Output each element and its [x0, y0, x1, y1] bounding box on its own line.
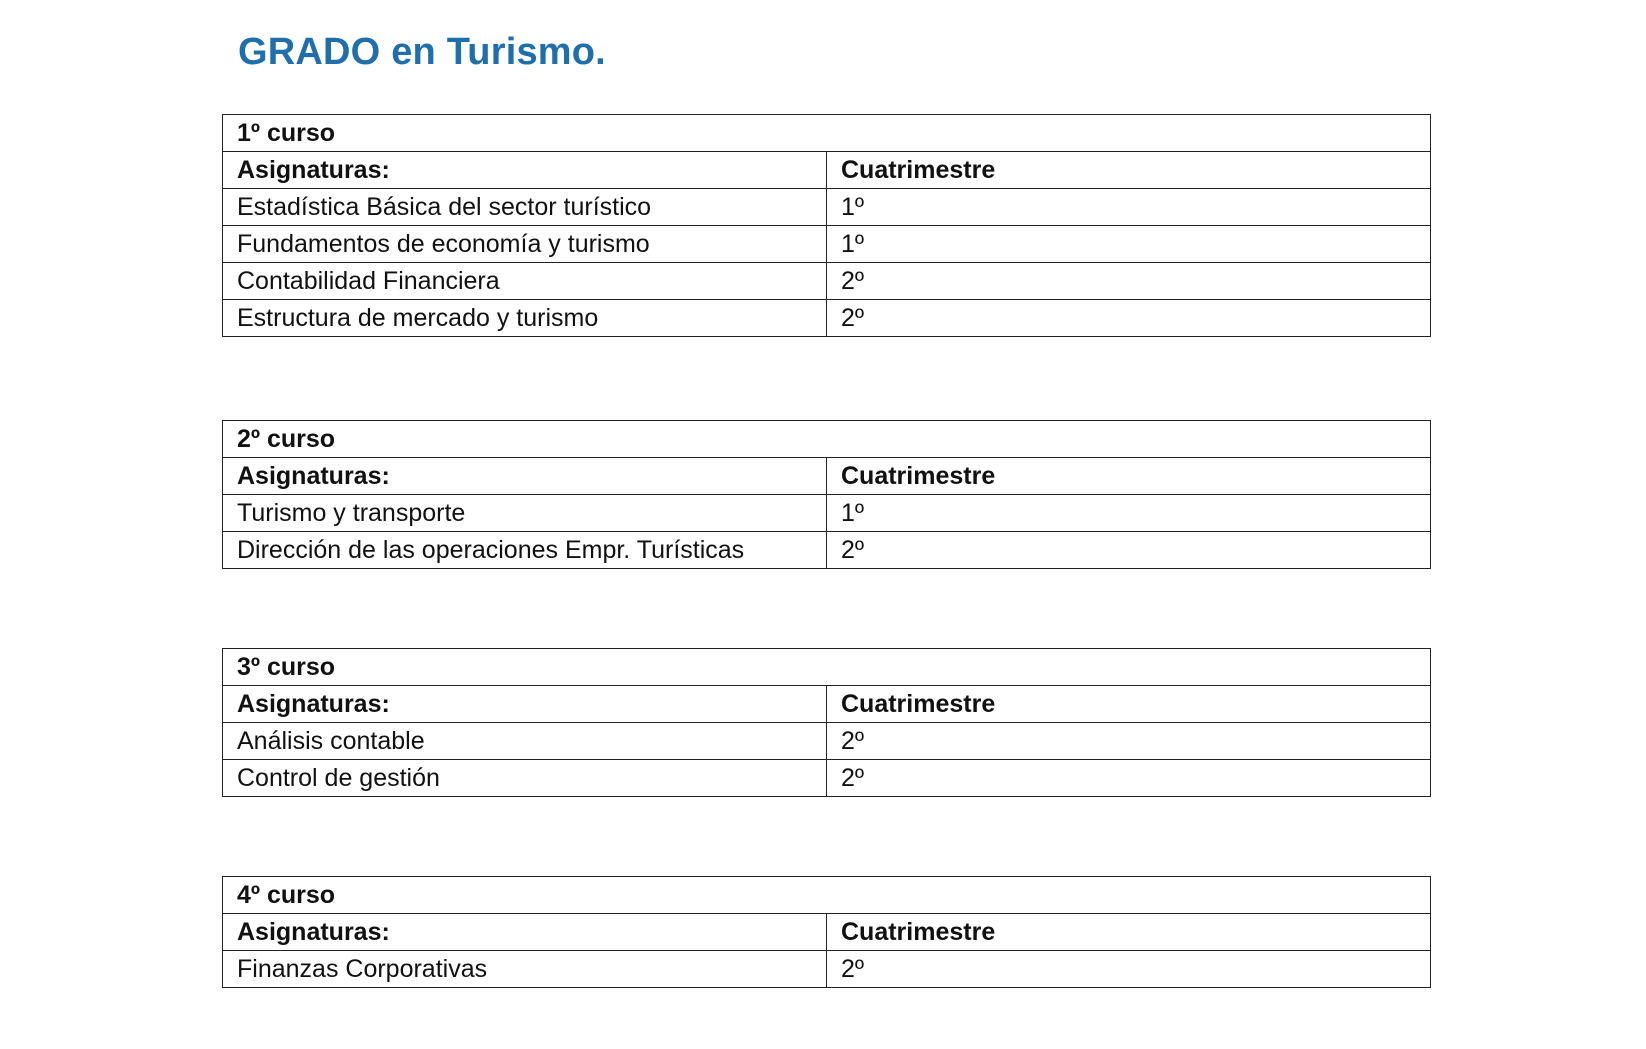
course-title: 1º curso — [223, 115, 1431, 152]
term-cell: 2º — [827, 723, 1431, 760]
table-row — [223, 760, 1431, 797]
subject-cell: Control de gestión — [223, 760, 827, 797]
course-header-row — [223, 877, 1431, 914]
term-column-header: Cuatrimestre — [827, 686, 1431, 723]
subject-cell: Turismo y transporte — [223, 495, 827, 532]
course-table-1 — [222, 114, 1431, 337]
course-header-row — [223, 421, 1431, 458]
subject-column-header: Asignaturas: — [223, 914, 827, 951]
term-cell: 2º — [827, 263, 1431, 300]
term-cell: 2º — [827, 300, 1431, 337]
term-cell: 2º — [827, 760, 1431, 797]
subject-cell: Análisis contable — [223, 723, 827, 760]
term-cell: 1º — [827, 189, 1431, 226]
course-table-4 — [222, 876, 1431, 988]
course-title: 3º curso — [223, 649, 1431, 686]
table-row — [223, 263, 1431, 300]
term-column-header: Cuatrimestre — [827, 458, 1431, 495]
column-header-row — [223, 686, 1431, 723]
course-title: 2º curso — [223, 421, 1431, 458]
table-row — [223, 189, 1431, 226]
table-row — [223, 532, 1431, 569]
table-row — [223, 951, 1431, 988]
table-row — [223, 495, 1431, 532]
subject-cell: Estructura de mercado y turismo — [223, 300, 827, 337]
subject-cell: Dirección de las operaciones Empr. Turísticas — [223, 532, 827, 569]
term-cell: 1º — [827, 495, 1431, 532]
table-row — [223, 723, 1431, 760]
course-title: 4º curso — [223, 877, 1431, 914]
column-header-row — [223, 458, 1431, 495]
term-cell: 2º — [827, 532, 1431, 569]
subject-cell: Fundamentos de economía y turismo — [223, 226, 827, 263]
course-header-row — [223, 649, 1431, 686]
course-header-row — [223, 115, 1431, 152]
term-column-header: Cuatrimestre — [827, 152, 1431, 189]
table-row — [223, 300, 1431, 337]
subject-cell: Estadística Básica del sector turístico — [223, 189, 827, 226]
term-column-header: Cuatrimestre — [827, 914, 1431, 951]
subject-column-header: Asignaturas: — [223, 152, 827, 189]
course-table-3 — [222, 648, 1431, 797]
subject-column-header: Asignaturas: — [223, 458, 827, 495]
course-table-2 — [222, 420, 1431, 569]
column-header-row — [223, 152, 1431, 189]
subject-column-header: Asignaturas: — [223, 686, 827, 723]
term-cell: 2º — [827, 951, 1431, 988]
page-title: GRADO en Turismo. — [238, 31, 606, 73]
column-header-row — [223, 914, 1431, 951]
subject-cell: Contabilidad Financiera — [223, 263, 827, 300]
subject-cell: Finanzas Corporativas — [223, 951, 827, 988]
term-cell: 1º — [827, 226, 1431, 263]
table-row — [223, 226, 1431, 263]
